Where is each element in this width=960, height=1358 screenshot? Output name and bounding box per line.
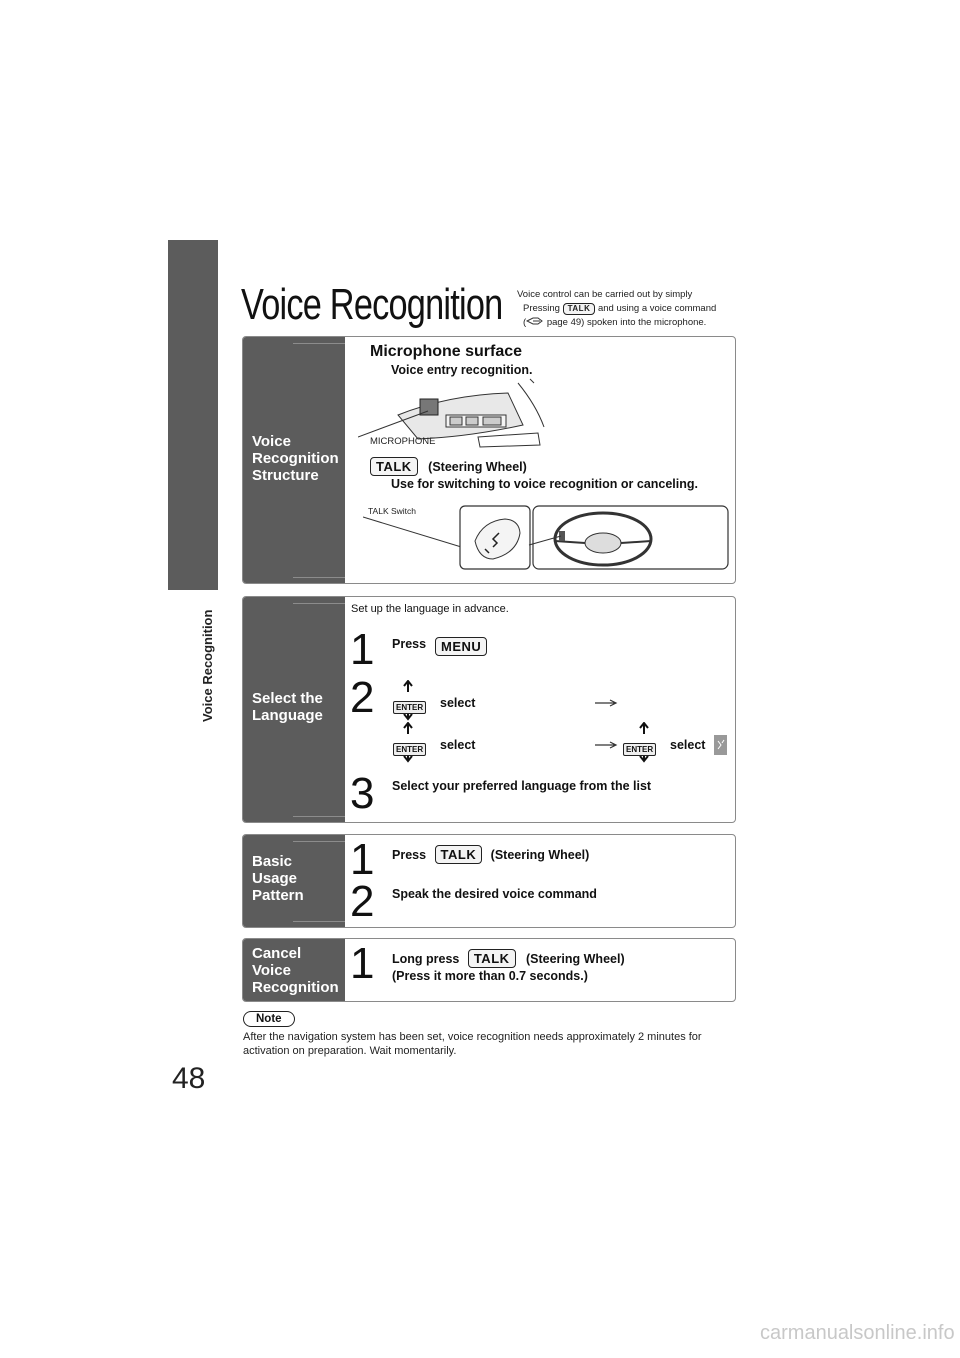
step-1-text: Press xyxy=(392,637,427,651)
talk-key-icon: TALK xyxy=(370,457,418,476)
right-arrow-icon xyxy=(595,741,619,749)
note-text: After the navigation system has been set, voice recognition needs approximately 2 minutes for activation on preparation. Wait momentarily. xyxy=(243,1031,702,1057)
enter-key-icon: ENTER xyxy=(393,701,426,714)
mic-heading: Microphone surface xyxy=(370,343,523,360)
side-tab-label: Voice Recognition xyxy=(200,609,215,722)
talk-key-icon: TALK xyxy=(563,303,596,315)
menu-key-icon: MENU xyxy=(435,637,487,656)
intro-text: Voice control can be carried out by simply Pressing TALK and using a voice command ( page 49) spoken into the microphone. xyxy=(517,289,717,328)
cancel-label: Cancel Voice Recognition xyxy=(243,939,345,1001)
step-2-number: 2 xyxy=(350,877,375,926)
language-icon xyxy=(714,735,727,755)
language-label: Select the Language xyxy=(243,597,345,822)
language-section xyxy=(242,596,736,823)
talk-description: Use for switching to voice recognition or canceling. xyxy=(391,477,698,491)
step-1-suffix: (Steering Wheel) xyxy=(525,952,625,966)
mic-description: Voice entry recognition. xyxy=(391,363,533,377)
talk-suffix: (Steering Wheel) xyxy=(428,460,527,474)
talk-key-icon: TALK xyxy=(435,845,483,864)
enter-key-icon: ENTER xyxy=(623,743,656,756)
basic-usage-label: Basic Usage Pattern xyxy=(243,835,345,927)
step-3-number: 3 xyxy=(350,769,375,818)
talk-switch-callout: TALK Switch xyxy=(368,506,417,516)
step-1-suffix: (Steering Wheel) xyxy=(490,848,590,862)
select-text: select xyxy=(440,738,476,752)
page-title: Voice Recognition xyxy=(241,280,503,329)
page-reference-icon xyxy=(526,316,544,326)
talk-key-icon: TALK xyxy=(468,949,516,968)
step-1-detail: (Press it more than 0.7 seconds.) xyxy=(392,969,588,983)
cancel-section xyxy=(242,938,736,1002)
page-number: 48 xyxy=(172,1062,206,1095)
language-intro: Set up the language in advance. xyxy=(351,603,509,615)
microphone-callout: MICROPHONE xyxy=(370,436,436,447)
right-arrow-icon xyxy=(595,699,619,707)
enter-key-icon: ENTER xyxy=(393,743,426,756)
structure-section xyxy=(242,336,736,584)
side-tab xyxy=(168,240,218,590)
basic-usage-section xyxy=(242,834,736,928)
step-1-number: 1 xyxy=(350,939,375,988)
step-2-text: Speak the desired voice command xyxy=(392,887,597,901)
step-1-number: 1 xyxy=(350,625,375,674)
step-1-text: Press xyxy=(392,848,427,862)
select-text: select xyxy=(670,738,706,752)
step-2-number: 2 xyxy=(350,673,375,722)
step-1-number: 1 xyxy=(350,835,375,884)
talk-switch-illustration xyxy=(363,503,733,573)
step-3-text: Select your preferred language from the list xyxy=(392,779,652,793)
select-text: select xyxy=(440,696,476,710)
footer-watermark: carmanualsonline.info xyxy=(760,1322,955,1344)
structure-label: Voice Recognition Structure xyxy=(243,337,345,583)
note-badge: Note xyxy=(243,1011,295,1027)
step-1-text: Long press xyxy=(392,952,460,966)
